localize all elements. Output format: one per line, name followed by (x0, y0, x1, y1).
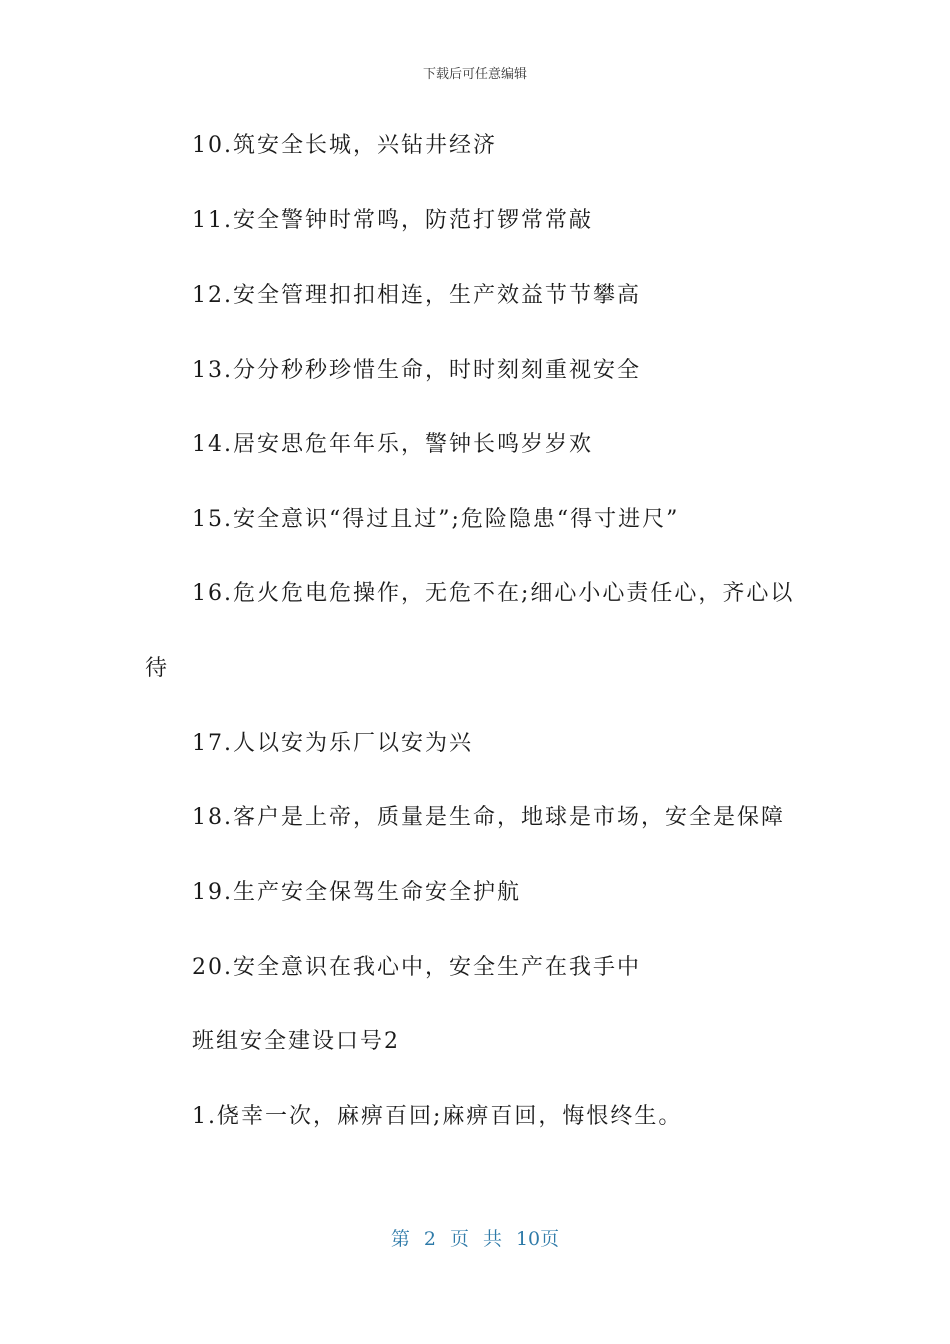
text-line: 1.侥幸一次，麻痹百回;麻痹百回，悔恨终生。 (192, 1104, 683, 1129)
footer-gong: 共 (482, 1228, 502, 1250)
text-line: 19.生产安全保驾生命安全护航 (192, 880, 521, 905)
page-footer (0, 1226, 950, 1252)
page-header: 下载后可任意编辑 (422, 67, 527, 82)
footer-ye: 页 (449, 1228, 469, 1250)
text-line: 10.筑安全长城，兴钻井经济 (192, 133, 497, 158)
text-line: 11.安全警钟时常鸣，防范打锣常常敲 (192, 208, 593, 233)
footer-total-pages: 10 (515, 1228, 541, 1250)
text-line: 15.安全意识“得过且过”;危险隐患“得寸进尺” (192, 507, 680, 532)
text-line: 20.安全意识在我心中，安全生产在我手中 (192, 955, 641, 980)
footer-page-number: 2 (423, 1228, 436, 1250)
footer-ye2: 页 (540, 1228, 560, 1250)
text-line: 18.客户是上帝，质量是生命，地球是市场，安全是保障 (192, 805, 785, 830)
text-line: 12.安全管理扣扣相连，生产效益节节攀高 (192, 283, 641, 308)
text-line-continuation: 待 (145, 656, 170, 681)
text-line: 14.居安思危年年乐，警钟长鸣岁岁欢 (192, 432, 593, 457)
footer-di: 第 (390, 1228, 410, 1250)
text-line: 13.分分秒秒珍惜生命，时时刻刻重视安全 (192, 358, 641, 383)
text-line: 16.危火危电危操作，无危不在;细心小心责任心，齐心以 (192, 581, 795, 606)
text-line: 17.人以安为乐厂以安为兴 (192, 731, 473, 756)
section-heading: 班组安全建设口号2 (192, 1029, 400, 1054)
